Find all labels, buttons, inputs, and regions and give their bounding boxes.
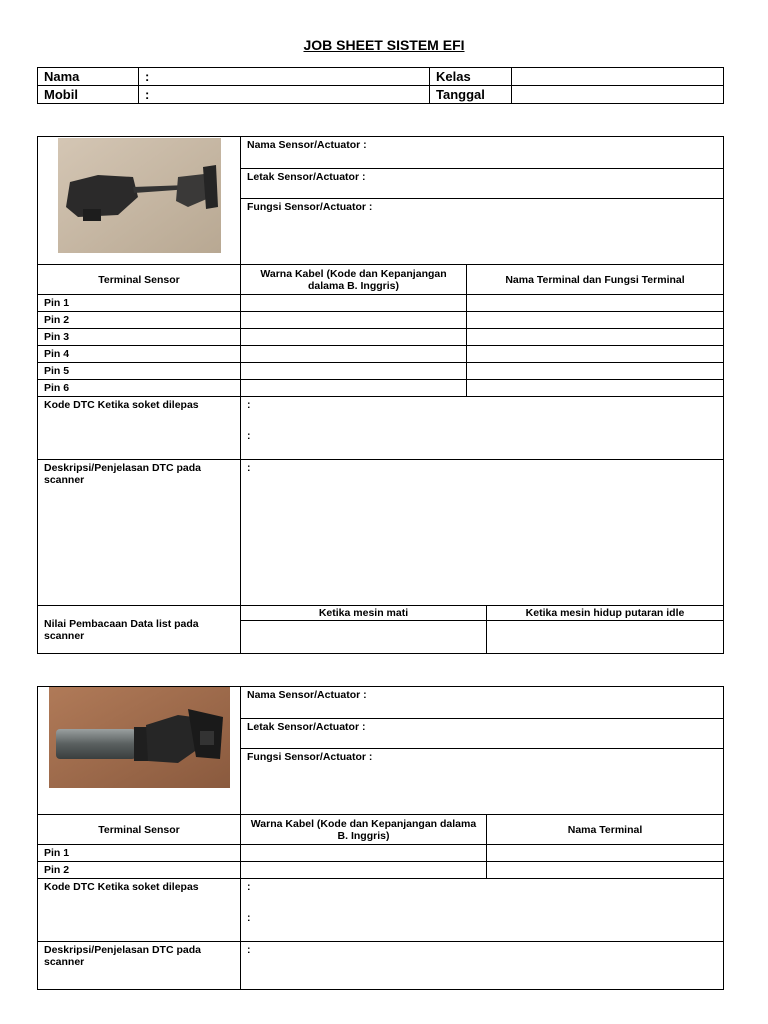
sensor-sheet-1 [37,136,724,654]
letak-sensor-field[interactable] [241,719,724,749]
nama-terminal-cell[interactable] [467,380,724,397]
warna-kabel-cell[interactable] [241,845,487,862]
nama-terminal-cell[interactable] [467,346,724,363]
accelerator-pedal-sensor-photo-icon [38,137,241,264]
nama-terminal-cell[interactable] [467,295,724,312]
nama-sensor-label: Nama Sensor/Actuator : [247,689,367,701]
dtc-label: Kode DTC Ketika soket dilepas [38,397,241,460]
crankshaft-sensor-photo-icon [38,687,241,814]
warna-kabel-cell[interactable] [241,329,467,346]
dtc-field[interactable] [241,397,724,460]
nama-terminal-cell[interactable] [467,363,724,380]
nama-sensor-label: Nama Sensor/Actuator : [247,139,367,151]
letak-sensor-label: Letak Sensor/Actuator : [247,171,366,184]
warna-kabel-cell[interactable] [241,346,467,363]
kelas-field[interactable] [512,68,724,86]
col-header-nama-terminal: Nama Terminal dan Fungsi Terminal [467,265,724,295]
nama-field[interactable]: : [139,68,430,86]
desc-dtc-label: Deskripsi/Penjelasan DTC pada scanner [38,460,241,606]
fungsi-sensor-label: Fungsi Sensor/Actuator : [247,751,373,764]
col-header-terminal: Terminal Sensor [38,815,241,845]
nama-terminal-cell[interactable] [467,329,724,346]
pin-label: Pin 3 [38,329,241,346]
nama-terminal-cell[interactable] [487,845,724,862]
kelas-label: Kelas [430,68,512,86]
dtc-colon: : [247,912,251,924]
page-title: JOB SHEET SISTEM EFI [303,37,465,53]
pin-label: Pin 1 [38,845,241,862]
col-header-nama-terminal: Nama Terminal [487,815,724,845]
mesin-mati-field[interactable] [241,621,487,654]
tanggal-field[interactable] [512,86,724,104]
col-header-warna-kabel: Warna Kabel (Kode dan Kepanjangan dalama B. Inggris) [241,265,467,295]
mesin-mati-header: Ketika mesin mati [241,606,487,621]
pin-label: Pin 4 [38,346,241,363]
dtc-colon: : [247,430,251,442]
tanggal-label: Tanggal [430,86,512,104]
fungsi-sensor-field[interactable] [241,749,724,815]
datalist-label: Nilai Pembacaan Data list pada scanner [38,606,241,654]
warna-kabel-cell[interactable] [241,363,467,380]
pin-label: Pin 6 [38,380,241,397]
letak-sensor-field[interactable] [241,169,724,199]
desc-dtc-label: Deskripsi/Penjelasan DTC pada scanner [38,942,241,990]
student-info-table [37,67,724,104]
dtc-colon: : [247,399,251,411]
pin-label: Pin 5 [38,363,241,380]
fungsi-sensor-field[interactable] [241,199,724,265]
nama-sensor-field[interactable] [241,137,724,169]
letak-sensor-label: Letak Sensor/Actuator : [247,721,366,734]
fungsi-sensor-label: Fungsi Sensor/Actuator : [247,201,373,214]
mobil-field[interactable]: : [139,86,430,104]
col-header-terminal: Terminal Sensor [38,265,241,295]
warna-kabel-cell[interactable] [241,380,467,397]
pin-label: Pin 2 [38,312,241,329]
nama-terminal-cell[interactable] [487,862,724,879]
nama-sensor-field[interactable] [241,687,724,719]
col-header-warna-kabel: Warna Kabel (Kode dan Kepanjangan dalama B. Inggris) [241,815,487,845]
dtc-label: Kode DTC Ketika soket dilepas [38,879,241,942]
mesin-hidup-field[interactable] [487,621,724,654]
sensor-photo-cell [38,137,241,265]
desc-colon: : [247,462,251,474]
dtc-colon: : [247,881,251,893]
warna-kabel-cell[interactable] [241,312,467,329]
nama-label: Nama [38,68,139,86]
mesin-hidup-header: Ketika mesin hidup putaran idle [487,606,724,621]
mobil-label: Mobil [38,86,139,104]
nama-terminal-cell[interactable] [467,312,724,329]
desc-dtc-field[interactable] [241,460,724,606]
dtc-field[interactable] [241,879,724,942]
pin-label: Pin 1 [38,295,241,312]
warna-kabel-cell[interactable] [241,862,487,879]
pin-label: Pin 2 [38,862,241,879]
desc-dtc-field[interactable] [241,942,724,990]
sensor-photo-cell [38,687,241,815]
sensor-sheet-2 [37,686,724,990]
desc-colon: : [247,944,251,956]
warna-kabel-cell[interactable] [241,295,467,312]
